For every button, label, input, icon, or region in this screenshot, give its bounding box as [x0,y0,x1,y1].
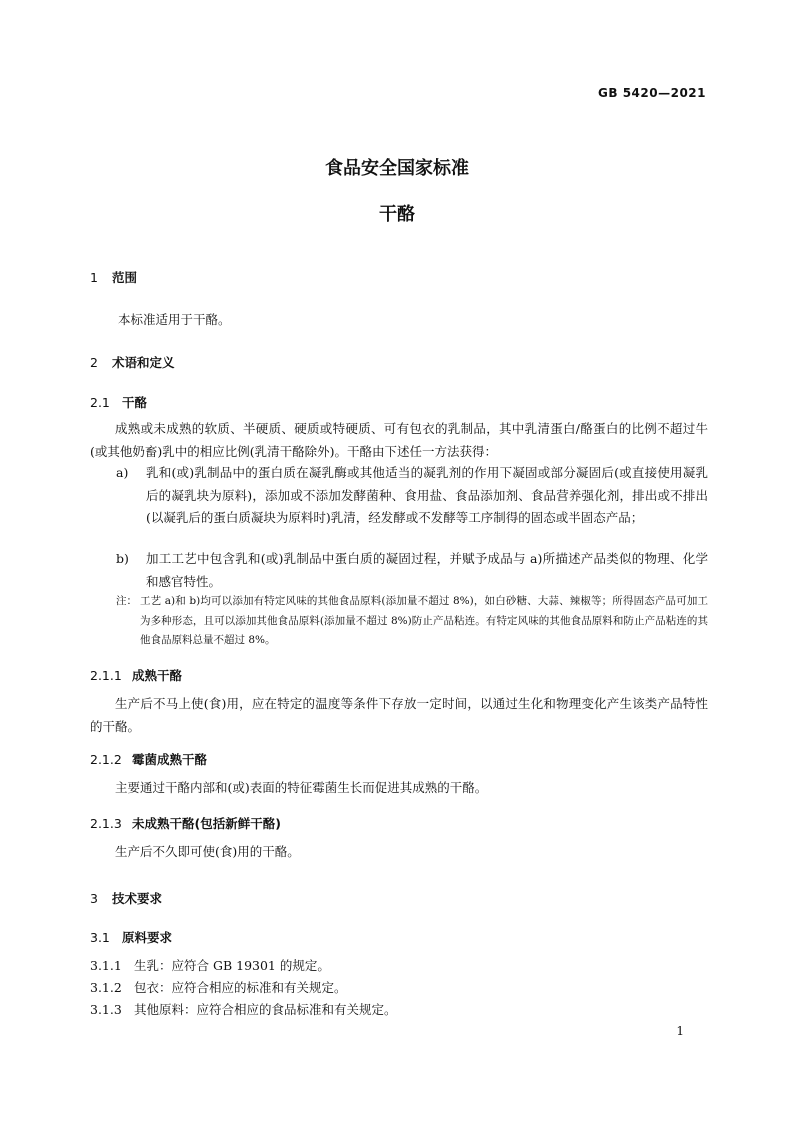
section-2-1-intro: 成熟或未成熟的软质、半硬质、硬质或特硬质、可有包衣的乳制品，其中乳清蛋白/酪蛋白的比例不超过牛(或其他奶畜)乳中的相应比例(乳清干酪除外)。干酪由下述任一方法获得： [90,421,708,459]
clause-3-1-1 [90,955,330,977]
section-2-1-2-number: 2.1.2 [90,752,122,767]
section-3-1-number: 3.1 [90,930,110,945]
document-title: 食品安全国家标准 [325,158,469,179]
clause-3-1-3 [90,999,397,1021]
section-3-number: 3 [90,891,98,906]
clause-3-1-2 [90,977,347,999]
document-subtitle: 干酪 [379,204,415,225]
section-2-number: 2 [90,355,98,370]
note-label: 注： [116,595,137,607]
list-text-a: 乳和(或)乳制品中的蛋白质在凝乳酶或其他适当的凝乳剂的作用下凝固或部分凝固后(或直接使用凝乳后的凝乳块为原料)，添加或不添加发酵菌种、食用盐、食品添加剂、食品营养强化剂，排出或不排出(以凝乳后的蛋白质凝块为原料时)乳清，经发酵或不发酵等工序制得的固态或半固态产品； [146,465,708,525]
section-1-title: 范围 [112,270,138,285]
section-1-heading [90,268,137,286]
list-item-a [90,462,708,530]
list-marker-a: a) [116,465,129,480]
standard-code: GB 5420—2021 [598,86,706,100]
section-2-1-2-title: 霉菌成熟干酪 [132,752,208,767]
clause-3-1-1-number: 3.1.1 [90,958,122,973]
section-1-text: 本标准适用于干酪。 [118,312,231,327]
section-2-1-3-heading [90,814,281,832]
section-2-1-3-title: 未成熟干酪(包括新鲜干酪) [132,816,281,831]
list-item-b [90,548,708,593]
section-2-heading [90,353,175,371]
section-2-1-title: 干酪 [122,395,148,410]
section-2-1-3-text: 生产后不久即可使(食)用的干酪。 [115,844,300,859]
section-2-1-1-heading [90,666,182,684]
clause-3-1-1-text: 生乳：应符合 GB 19301 的规定。 [134,958,330,973]
section-2-1-2-text: 主要通过干酪内部和(或)表面的特征霉菌生长而促进其成熟的干酪。 [115,780,488,795]
section-3-1-heading [90,928,172,946]
note-text: 工艺 a)和 b)均可以添加有特定风味的其他食品原料(添加量不超过 8%)，如白砂糖、大蒜、辣椒等；所得固态产品可加工为多种形态，且可以添加其他食品原料(添加量不超过 8%)防止产品粘连。有特定风味的其他食品原料和防止产品粘连的其他食品原料总量不超过 8%。 [140,595,708,646]
clause-3-1-2-number: 3.1.2 [90,980,122,995]
section-2-1-1-number: 2.1.1 [90,668,122,683]
section-2-1-1-title: 成熟干酪 [132,668,183,683]
list-marker-b: b) [116,551,129,566]
note-block [90,592,708,651]
section-2-title: 术语和定义 [112,355,175,370]
section-3-title: 技术要求 [112,891,163,906]
section-3-1-title: 原料要求 [122,930,173,945]
section-2-1-2-heading [90,750,207,768]
clause-3-1-3-number: 3.1.3 [90,1002,122,1017]
page-number: 1 [676,1024,684,1038]
list-text-b: 加工工艺中包含乳和(或)乳制品中蛋白质的凝固过程，并赋予成品与 a)所描述产品类似的物理、化学和感官特性。 [146,551,708,589]
section-2-1-number: 2.1 [90,395,110,410]
section-3-heading [90,889,162,907]
section-2-1-3-number: 2.1.3 [90,816,122,831]
section-2-1-1-text: 生产后不马上使(食)用，应在特定的温度等条件下存放一定时间，以通过生化和物理变化产生该类产品特性的干酪。 [90,696,708,734]
section-1-number: 1 [90,270,98,285]
clause-3-1-3-text: 其他原料：应符合相应的食品标准和有关规定。 [134,1002,397,1017]
clause-3-1-2-text: 包衣：应符合相应的标准和有关规定。 [134,980,347,995]
section-2-1-heading [90,393,147,411]
